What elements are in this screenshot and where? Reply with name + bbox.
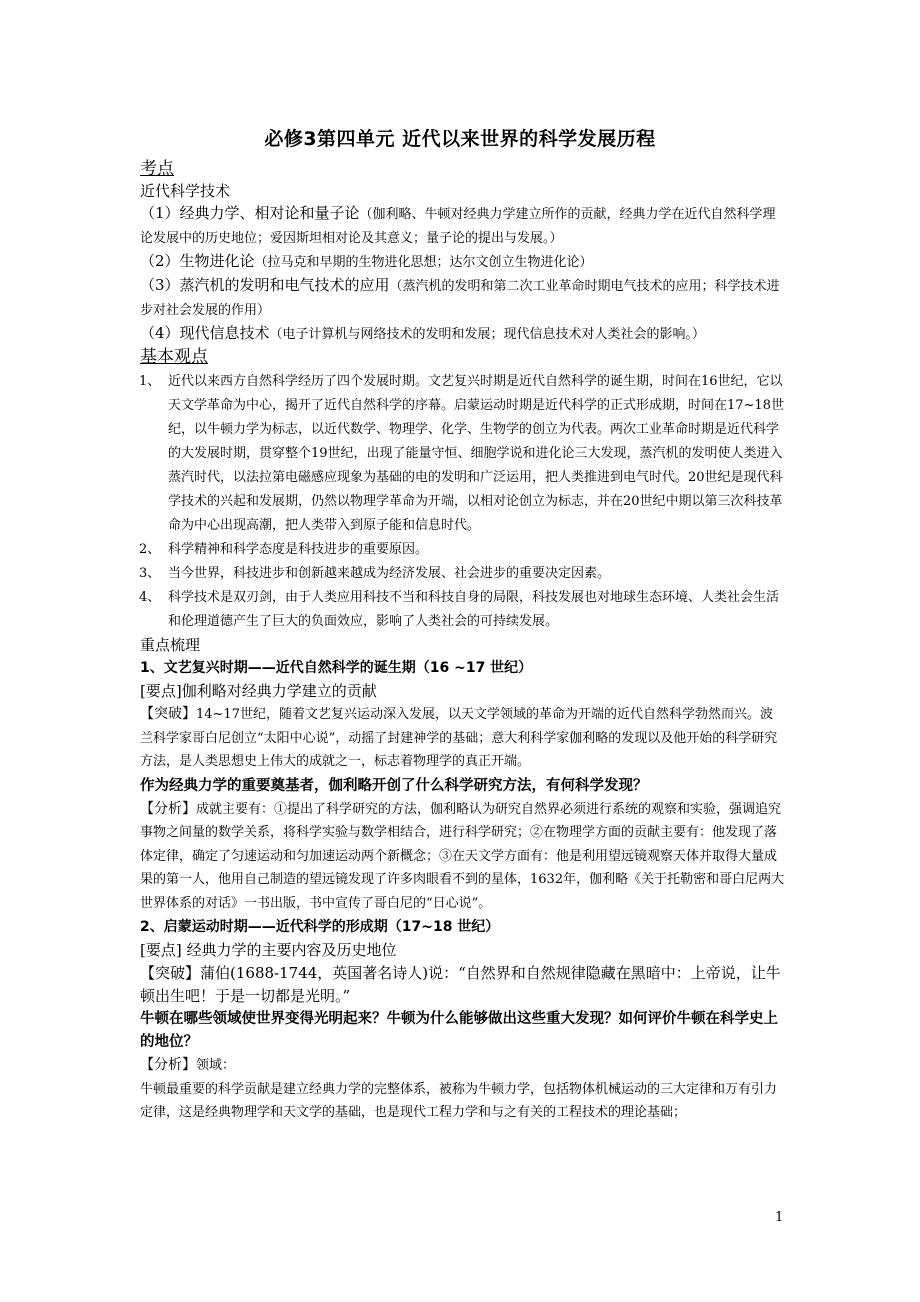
list-item-text: 近代以来西方自然科学经历了四个发展时期。文艺复兴时期是近代自然科学的诞生期，时间在16世纪，它以天文学革命为中心，揭开了近代自然科学的序幕。启蒙运动时期是近代科学的正式形成期，时间在17~18世纪，以牛顿力学为标志，以近代数学、物理学、化学、生物学的创立为代表。两次工业革命时期是近代科学的大发展时期，贯穿整个19世纪，出现了能量守恒、细胞学说和进化论三大发现，蒸汽机的发明使人类进入蒸汽时代，以法拉第电磁感应现象为基础的电的发明和广泛运用，把人类推进到电气时代。20世纪是现代科学技术的兴起和发展期，仍然以物理学革命为开端，以相对论创立为标志，并在20世纪中期以第三次科技革命为中心出现高潮，把人类带入到原子能和信息时代。 <box>168 374 784 533</box>
kaodian-item <box>140 202 785 250</box>
kaodian-heading: 考点 <box>140 159 174 179</box>
key-review-heading: 重点梳理 <box>140 636 201 654</box>
list-item <box>140 586 785 634</box>
kaodian-item-note: （拉马克和早期的生物进化思想；达尔文创立生物进化论） <box>254 255 593 270</box>
section2-fenxi <box>140 1054 785 1078</box>
list-item-number: 2、 <box>139 542 161 557</box>
tupo-text: 14~17世纪，随着文艺复兴运动深入发展，以天文学领域的革命为开端的近代自然科学勃然而兴。波兰科学家哥白尼创立“太阳中心说”，动摇了封建神学的基础；意大利科学家伽利略的发现以及他开始的科学研究方法，是人类思想史上伟大的成就之一，标志着物理学的真正开端。 <box>140 707 778 769</box>
basic-views-list <box>140 370 785 634</box>
list-item-number: 3、 <box>139 566 161 581</box>
section1-yaodian: [要点]伽利略对经典力学建立的贡献 <box>140 682 377 700</box>
fenxi-text: 领域： <box>196 1058 236 1073</box>
section2-yaodian: [要点] 经典力学的主要内容及历史地位 <box>140 941 397 959</box>
list-item <box>140 538 785 562</box>
page-number: 1 <box>775 1210 784 1225</box>
fenxi-label: 【分析】 <box>140 800 196 817</box>
kaodian-item-note: （电子计算机与网络技术的发明和发展；现代信息技术对人类社会的影响。） <box>269 327 706 342</box>
section2-question: 牛顿在哪些领域使世界变得光明起来？牛顿为什么能够做出这些重大发现？如何评价牛顿在科学史上的地位？ <box>140 1011 778 1050</box>
kaodian-item-label: （1）经典力学、相对论和量子论 <box>140 204 360 222</box>
kaodian-item-note: （伽利略、牛顿对经典力学建立所作的贡献，经典力学在近代自然科学理论发展中的历史地位；爱因斯坦相对论及其意义；量子论的提出与发展。） <box>140 207 776 246</box>
basic-views-heading: 基本观点 <box>140 347 208 367</box>
list-item-text: 当今世界，科技进步和创新越来越成为经济发展、社会进步的重要决定因素。 <box>168 566 611 581</box>
section1-fenxi <box>140 798 785 916</box>
kaodian-item-note: （蒸汽机的发明和第二次工业革命时期电气技术的应用；科学技术进步对社会发展的作用） <box>140 279 780 318</box>
section2-body: 牛顿最重要的科学贡献是建立经典力学的完整体系，被称为牛顿力学，包括物体机械运动的三大定律和万有引力定律，这是经典物理学和天文学的基础，也是现代工程力学和与之有关的工程技术的理论基础； <box>140 1081 778 1120</box>
section2-tupo <box>140 962 785 1008</box>
list-item <box>140 562 785 586</box>
section1-title: 1、文艺复兴时期——近代自然科学的诞生期（16 ~17 世纪） <box>140 660 533 676</box>
list-item-text: 科学精神和科学态度是科技进步的重要原因。 <box>168 542 429 557</box>
list-item-text: 科学技术是双刃剑，由于人类应用科技不当和科技自身的局限，科技发展也对地球生态环境、人类社会生活和伦理道德产生了巨大的负面效应，影响了人类社会的可持续发展。 <box>168 590 780 629</box>
list-item <box>140 370 785 538</box>
section1-tupo <box>140 703 785 774</box>
kaodian-item-label: （2）生物进化论 <box>140 252 255 270</box>
kaodian-item-label: （3）蒸汽机的发明和电气技术的应用 <box>140 276 390 294</box>
kaodian-item-label: （4）现代信息技术 <box>140 324 270 342</box>
kaodian-item <box>140 322 785 346</box>
fenxi-text: 成就主要有：①提出了科学研究的方法，伽利略认为研究自然界必须进行系统的观察和实验，强调追究事物之间量的数学关系，将科学实验与数学相结合，进行科学研究；②在物理学方面的贡献主要有：他发现了落体定律，确定了匀速运动和匀加速运动两个新概念；③在天文学方面有：他是利用望远镜观察天体并取得大量成果的第一人，他用自己制造的望远镜发现了许多肉眼看不到的星体，1632年，伽利略《关于托勒密和哥白尼两大世界体系的对话》一书出版，书中宣传了哥白尼的“日心说”。 <box>140 801 785 911</box>
list-item-number: 4、 <box>139 590 161 605</box>
tupo-text: 蒲伯(1688-1744，英国著名诗人)说：“自然界和自然规律隐藏在黑暗中：上帝说，让牛顿出生吧！于是一切都是光明。” <box>140 964 781 1005</box>
page-title: 必修3第四单元 近代以来世界的科学发展历程 <box>264 128 656 150</box>
list-item-number: 1、 <box>139 374 161 389</box>
kaodian-item <box>140 274 785 322</box>
tupo-label: 【突破】 <box>140 964 201 982</box>
kaodian-subheading: 近代科学技术 <box>140 182 231 200</box>
fenxi-label: 【分析】 <box>140 1057 196 1073</box>
kaodian-item <box>140 250 785 274</box>
document-content <box>140 158 785 1125</box>
section2-title: 2、启蒙运动时期——近代科学的形成期（17~18 世纪） <box>140 919 500 935</box>
section1-question: 作为经典力学的重要奠基者，伽利略开创了什么科学研究方法，有何科学发现？ <box>140 777 648 794</box>
tupo-label: 【突破】 <box>140 706 196 722</box>
